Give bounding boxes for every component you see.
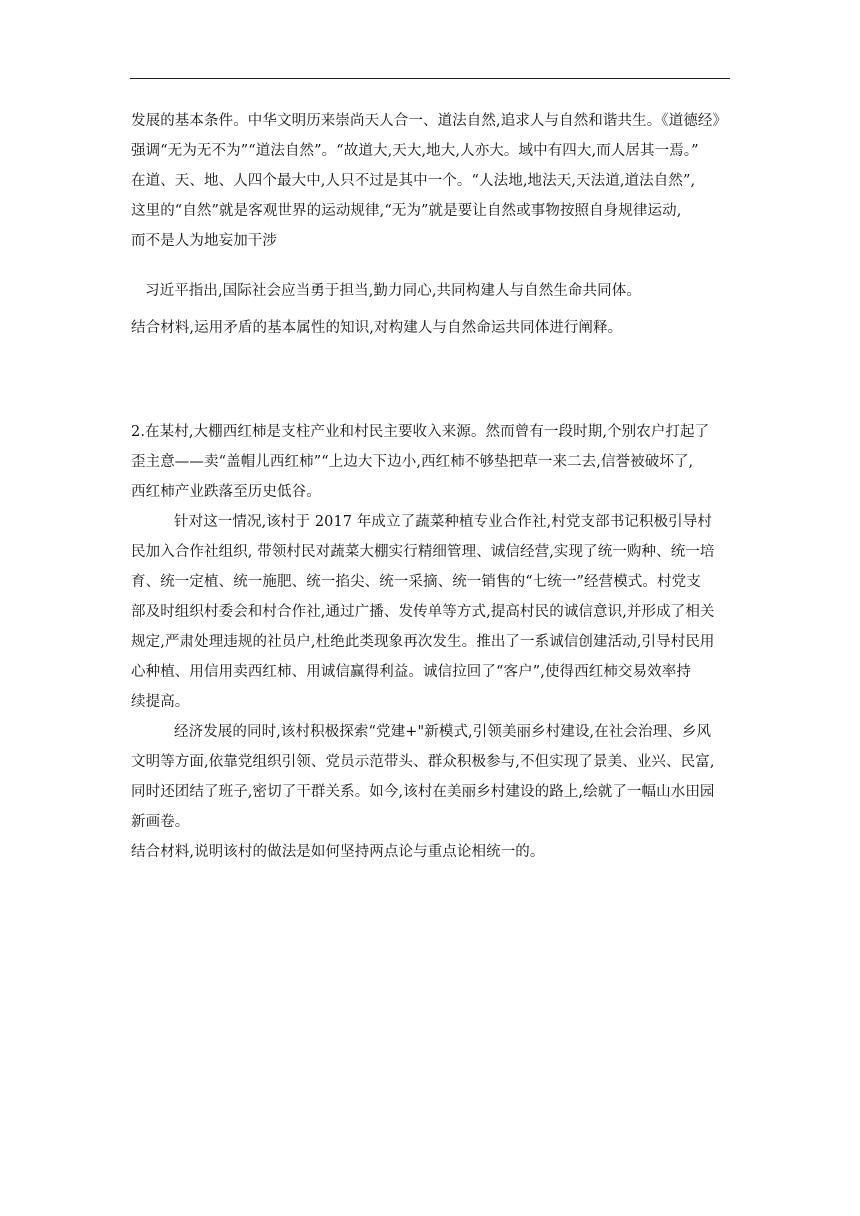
text-line: 续提高。 (131, 694, 190, 710)
header-divider (130, 78, 730, 79)
text-line: 文明等方面,依靠党组织引领、党员示范带头、群众积极参与,不但实现了景美、业兴、民富, (131, 754, 715, 770)
text-line: 在道、天、地、人四个最大中,人只不过是其中一个。“人法地,地法天,天法道,道法自然”, (131, 173, 696, 189)
question2-paragraph3 (131, 717, 735, 837)
text-line: 歪主意——卖“盖帽儿西红柿”“上边大下边小,西红柿不够垫把草一来二去,信誉被破坏了, (131, 454, 694, 470)
text-line: 规定,严肃处理违规的社员户,杜绝此类现象再次发生。推出了一系诚信创建活动,引导村民用 (131, 634, 715, 650)
text-line: 发展的基本条件。中华文明历来崇尚天人合一、道法自然,追求人与自然和谐共生。《道德经》 (131, 113, 728, 129)
text-line: 心种植、用信用卖西红柿、用诚信赢得利益。诚信拉回了“客户”,使得西红柿交易效率持 (131, 664, 691, 680)
xi-statement: 习近平指出,国际社会应当勇于担当,勤力同心,共同构建人与自然生命共同体。 (145, 283, 641, 299)
question1-prompt: 结合材料,运用矛盾的基本属性的知识,对构建人与自然命运共同体进行阐释。 (131, 320, 623, 336)
text-line: 强调“无为无不为”“道法自然”。“故道大,天大,地大,人亦大。域中有四大,而人居其一焉。” (131, 143, 699, 159)
text-line: 育、统一定植、统一施肥、统一掐尖、统一采摘、统一销售的“七统一”经营模式。村党支 (131, 574, 701, 590)
text-line: 新画卷。 (131, 814, 190, 830)
text-line: 针对这一情况,该村于 2017 年成立了蔬菜种植专业合作社,村党支部书记积极引导村 (174, 514, 712, 530)
text-line: 同时还团结了班子,密切了干群关系。如今,该村在美丽乡村建设的路上,绘就了一幅山水田园 (131, 784, 715, 800)
question2-paragraph2 (131, 507, 735, 717)
text-line: 部及时组织村委会和村合作社,通过广播、发传单等方式,提高村民的诚信意识,并形成了相关 (131, 604, 715, 620)
text-line: 这里的“自然”就是客观世界的运动规律,“无为”就是要让自然或事物按照自身规律运动, (131, 203, 682, 219)
question1-prompt-block (131, 313, 735, 343)
text-line: 而不是人为地妄加干涉 (131, 233, 277, 249)
text-line: 民加入合作社组织, 带领村民对蔬菜大棚实行精细管理、诚信经营,实现了统一购种、统一培 (131, 544, 715, 560)
text-line: 2.在某村,大棚西红柿是支柱产业和村民主要收入来源。然而曾有一段时期,个别农户打起了 (131, 424, 710, 440)
question2-block (131, 417, 735, 867)
question2-paragraph1 (131, 417, 735, 507)
xi-statement-paragraph (131, 276, 735, 306)
question2-prompt: 结合材料,说明该村的做法是如何坚持两点论与重点论相统一的。 (131, 844, 545, 860)
text-line: 西红柿产业跌落至历史低谷。 (131, 484, 321, 500)
text-line: 经济发展的同时,该村积极探索“党建+"新模式,引领美丽乡村建设,在社会治理、乡风 (174, 724, 712, 740)
intro-paragraph (131, 106, 735, 256)
